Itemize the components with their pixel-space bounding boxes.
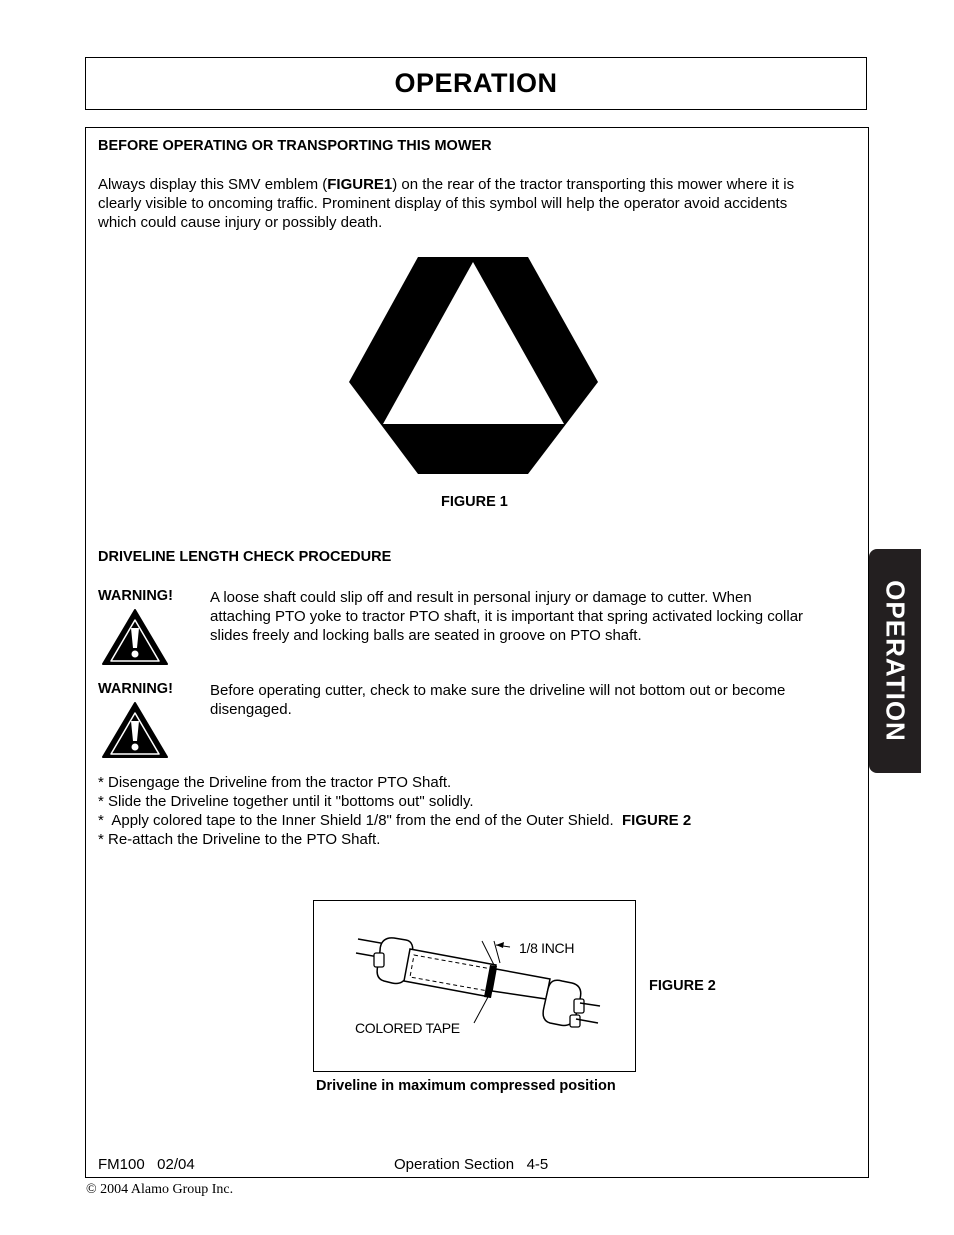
smv-paragraph-line1: Always display this SMV emblem (FIGURE1) on the rear of the tractor transporting this mower where it is [98, 176, 795, 193]
section-heading-before-operating: BEFORE OPERATING OR TRANSPORTING THIS MOWER [98, 138, 492, 154]
list-item: * Re-attach the Driveline to the PTO Shaft. [98, 831, 381, 848]
figure2-frame [313, 900, 636, 1072]
smv-paragraph-line3: which could cause injury or possibly death. [98, 214, 383, 231]
page-header [85, 57, 867, 110]
warning1-text: A loose shaft could slip off and result in personal injury or damage to cutter. When attaching PTO yoke to tractor PTO shaft, it is important that spring activated locking collar slides freely and locking balls are seated in groove on PTO shaft. [210, 589, 804, 644]
footer-page-number: Operation Section 4-5 [394, 1156, 549, 1173]
warning2-text: Before operating cutter, check to make sure the driveline will not bottom out or become disengaged. [210, 682, 786, 718]
footer-copyright: © 2004 Alamo Group Inc. [86, 1182, 234, 1197]
side-tab-label: OPERATION [880, 580, 911, 742]
figure1-reference: FIGURE1 [327, 176, 393, 193]
page-title: OPERATION [394, 68, 558, 98]
procedure-steps [98, 773, 691, 849]
smv-paragraph-line2: clearly visible to oncoming traffic. Prominent display of this symbol will help the operator avoid accidents [98, 195, 788, 212]
side-tab [869, 549, 921, 773]
warning-triangle-icon [101, 608, 169, 666]
footer-document-id: FM100 02/04 [98, 1156, 195, 1173]
list-item: * Slide the Driveline together until it "bottoms out" solidly. [98, 793, 474, 810]
figure2-reference: FIGURE 2 [621, 812, 692, 829]
warning2-label: WARNING! [98, 681, 173, 697]
colored-tape-label: COLORED TAPE [355, 1020, 460, 1036]
dimension-label: 1/8 INCH [519, 940, 575, 956]
smv-emblem-icon [348, 256, 600, 476]
smv-paragraph [98, 175, 794, 232]
list-item: * Disengage the Driveline from the tractor PTO Shaft. [98, 774, 452, 791]
figure2-caption: Driveline in maximum compressed position [316, 1078, 616, 1094]
section-heading-driveline: DRIVELINE LENGTH CHECK PROCEDURE [98, 549, 392, 565]
warning1-label: WARNING! [98, 588, 173, 604]
list-item: * Apply colored tape to the Inner Shield 1/8" from the end of the Outer Shield. FIGURE 2 [98, 812, 692, 829]
warning-triangle-icon [101, 701, 169, 759]
figure1-label: FIGURE 1 [441, 494, 508, 510]
figure2-label: FIGURE 2 [649, 978, 716, 994]
driveline-diagram-icon [314, 901, 635, 1071]
